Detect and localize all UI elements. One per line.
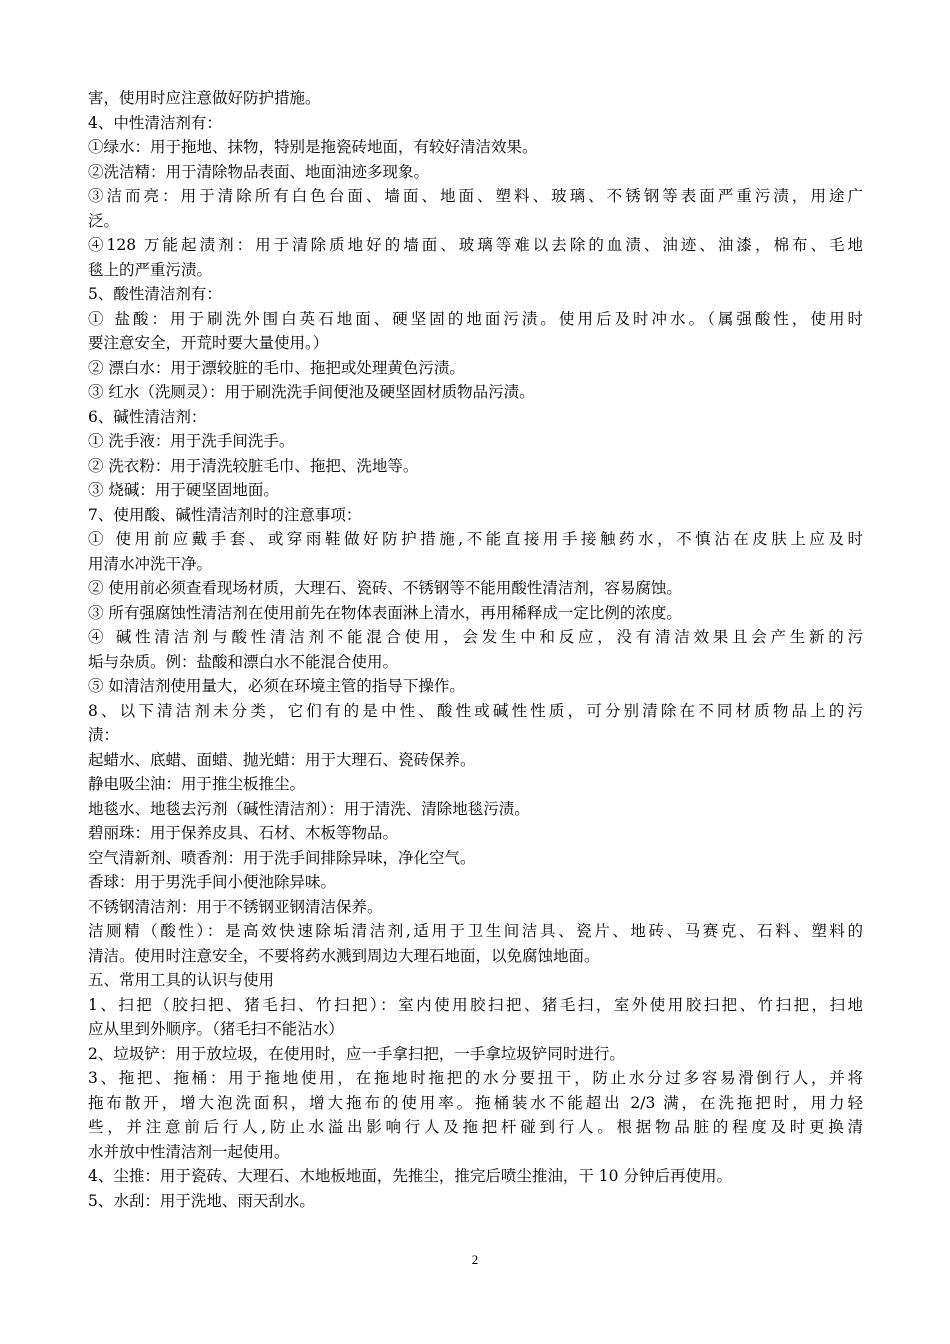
text-line: ③ 烧碱：用于硬坚固地面。	[88, 481, 279, 499]
text-line: ① 使用前应戴手套、或穿雨鞋做好防护措施,不能直接用手接触药水，不慎沾在皮肤上应及时	[88, 530, 863, 548]
text-line: ③ 所有强腐蚀性清洁剂在使用前先在物体表面淋上清水，再用稀释成一定比例的浓度。	[88, 603, 682, 622]
text-line: ③洁而亮：用于清除所有白色台面、墙面、地面、塑料、玻璃、不锈钢等表面严重污渍，用途广	[88, 187, 863, 205]
text-line: 清洁。使用时注意安全，不要将药水溅到周边大理石地面，以免腐蚀地面。	[88, 946, 600, 965]
text-line: 害，使用时应注意做好防护措施。	[88, 89, 321, 107]
text-line: 应从里到外顺序。（猪毛扫不能沾水）	[88, 1020, 344, 1038]
text-line: ① 洗手液：用于洗手间洗手。	[88, 432, 295, 450]
document-body	[88, 86, 863, 1213]
text-line: 起蜡水、底蜡、面蜡、抛光蜡：用于大理石、瓷砖保养。	[88, 750, 476, 769]
text-line: ①绿水：用于拖地、抹物，特别是拖瓷砖地面，有较好清洁效果。	[88, 138, 538, 156]
text-line: 7、使用酸、碱性清洁剂时的注意事项：	[88, 505, 362, 524]
text-line: 地毯水、地毯去污剂（碱性清洁剂）：用于清洗、清除地毯污渍。	[88, 799, 530, 818]
text-line: 要注意安全，开荒时要大量使用。）	[88, 334, 329, 352]
text-line: 五、常用工具的认识与使用	[88, 971, 275, 989]
text-line: 4、尘推：用于瓷砖、大理石、木地板地面，先推尘，推完后喷尘推油，干 10 分钟后再使用。	[88, 1167, 732, 1185]
text-line: ④128 万能起渍剂：用于清除质地好的墙面、玻璃等难以去除的血渍、油迹、油漆，棉布、毛地	[88, 236, 863, 254]
text-line: 1、扫把（胶扫把、猪毛扫、竹扫把）：室内使用胶扫把、猪毛扫，室外使用胶扫把、竹扫把，扫地	[88, 995, 863, 1014]
text-line: 垢与杂质。例：盐酸和漂白水不能混合使用。	[88, 652, 399, 671]
text-line: 拖布散开，增大泡洗面积，增大拖布的使用率。拖桶装水不能超出 2/3 满，在洗拖把时，用力轻	[88, 1093, 863, 1112]
text-line: ⑤ 如清洁剂使用量大，必须在环境主管的指导下操作。	[88, 677, 465, 695]
text-line: 些，并注意前后行人,防止水溢出影响行人及拖把杆碰到行人。根据物品脏的程度及时更换清	[88, 1118, 863, 1136]
text-line: 5、酸性清洁剂有：	[88, 285, 222, 303]
text-line: 5、水刮：用于洗地、雨天刮水。	[88, 1191, 315, 1210]
text-line: 香球：用于男洗手间小便池除异味。	[88, 873, 337, 891]
text-line: 渍：	[88, 726, 120, 744]
text-line: 水并放中性清洁剂一起使用。	[88, 1142, 290, 1161]
text-line: 不锈钢清洁剂：用于不锈钢亚钢清洁保养。	[88, 897, 383, 916]
page-number: 2	[471, 1252, 479, 1267]
text-line: 8、以下清洁剂未分类，它们有的是中性、酸性或碱性性质，可分别清除在不同材质物品上的污	[88, 701, 863, 720]
text-line: 用清水冲洗干净。	[88, 554, 213, 573]
text-line: ② 洗衣粉：用于清洗较脏毛巾、拖把、洗地等。	[88, 456, 419, 475]
text-line: 空气清新剂、喷香剂：用于洗手间排除异味，净化空气。	[88, 848, 476, 867]
text-line: 静电吸尘油：用于推尘板推尘。	[88, 775, 306, 793]
text-line: 2、垃圾铲：用于放垃圾，在使用时，应一手拿扫把，一手拿垃圾铲同时进行。	[88, 1044, 625, 1063]
text-line: ② 使用前必须查看现场材质，大理石、瓷砖、不锈钢等不能用酸性清洁剂，容易腐蚀。	[88, 579, 682, 597]
text-line: 6、碱性清洁剂：	[88, 407, 207, 426]
text-line: ②洗洁精：用于清除物品表面、地面油迹多现象。	[88, 162, 430, 181]
text-line: ① 盐酸：用于刷洗外围白英石地面、硬坚固的地面污渍。使用后及时冲水。（属强酸性，使用时	[88, 309, 863, 328]
text-line: 洁厕精（酸性）：是高效快速除垢清洁剂,适用于卫生间洁具、瓷片、地砖、马赛克、石料、塑料的	[88, 922, 863, 940]
text-line: 毯上的严重污渍。	[88, 260, 213, 279]
text-line: 3、拖把、拖桶：用于拖地使用，在拖地时拖把的水分要扭干，防止水分过多容易滑倒行人，并将	[88, 1069, 863, 1087]
text-line: ④ 碱性清洁剂与酸性清洁剂不能混合使用，会发生中和反应，没有清洁效果且会产生新的污	[88, 628, 863, 646]
text-line: 泛。	[88, 211, 120, 230]
text-line: 4、中性清洁剂有：	[88, 113, 222, 132]
text-line: ② 漂白水：用于漂较脏的毛巾、拖把或处理黄色污渍。	[88, 358, 465, 377]
text-line: ③ 红水（洗厕灵）：用于刷洗洗手间便池及硬坚固材质物品污渍。	[88, 383, 535, 401]
text-line: 碧丽珠：用于保养皮具、石材、木板等物品。	[88, 824, 399, 842]
